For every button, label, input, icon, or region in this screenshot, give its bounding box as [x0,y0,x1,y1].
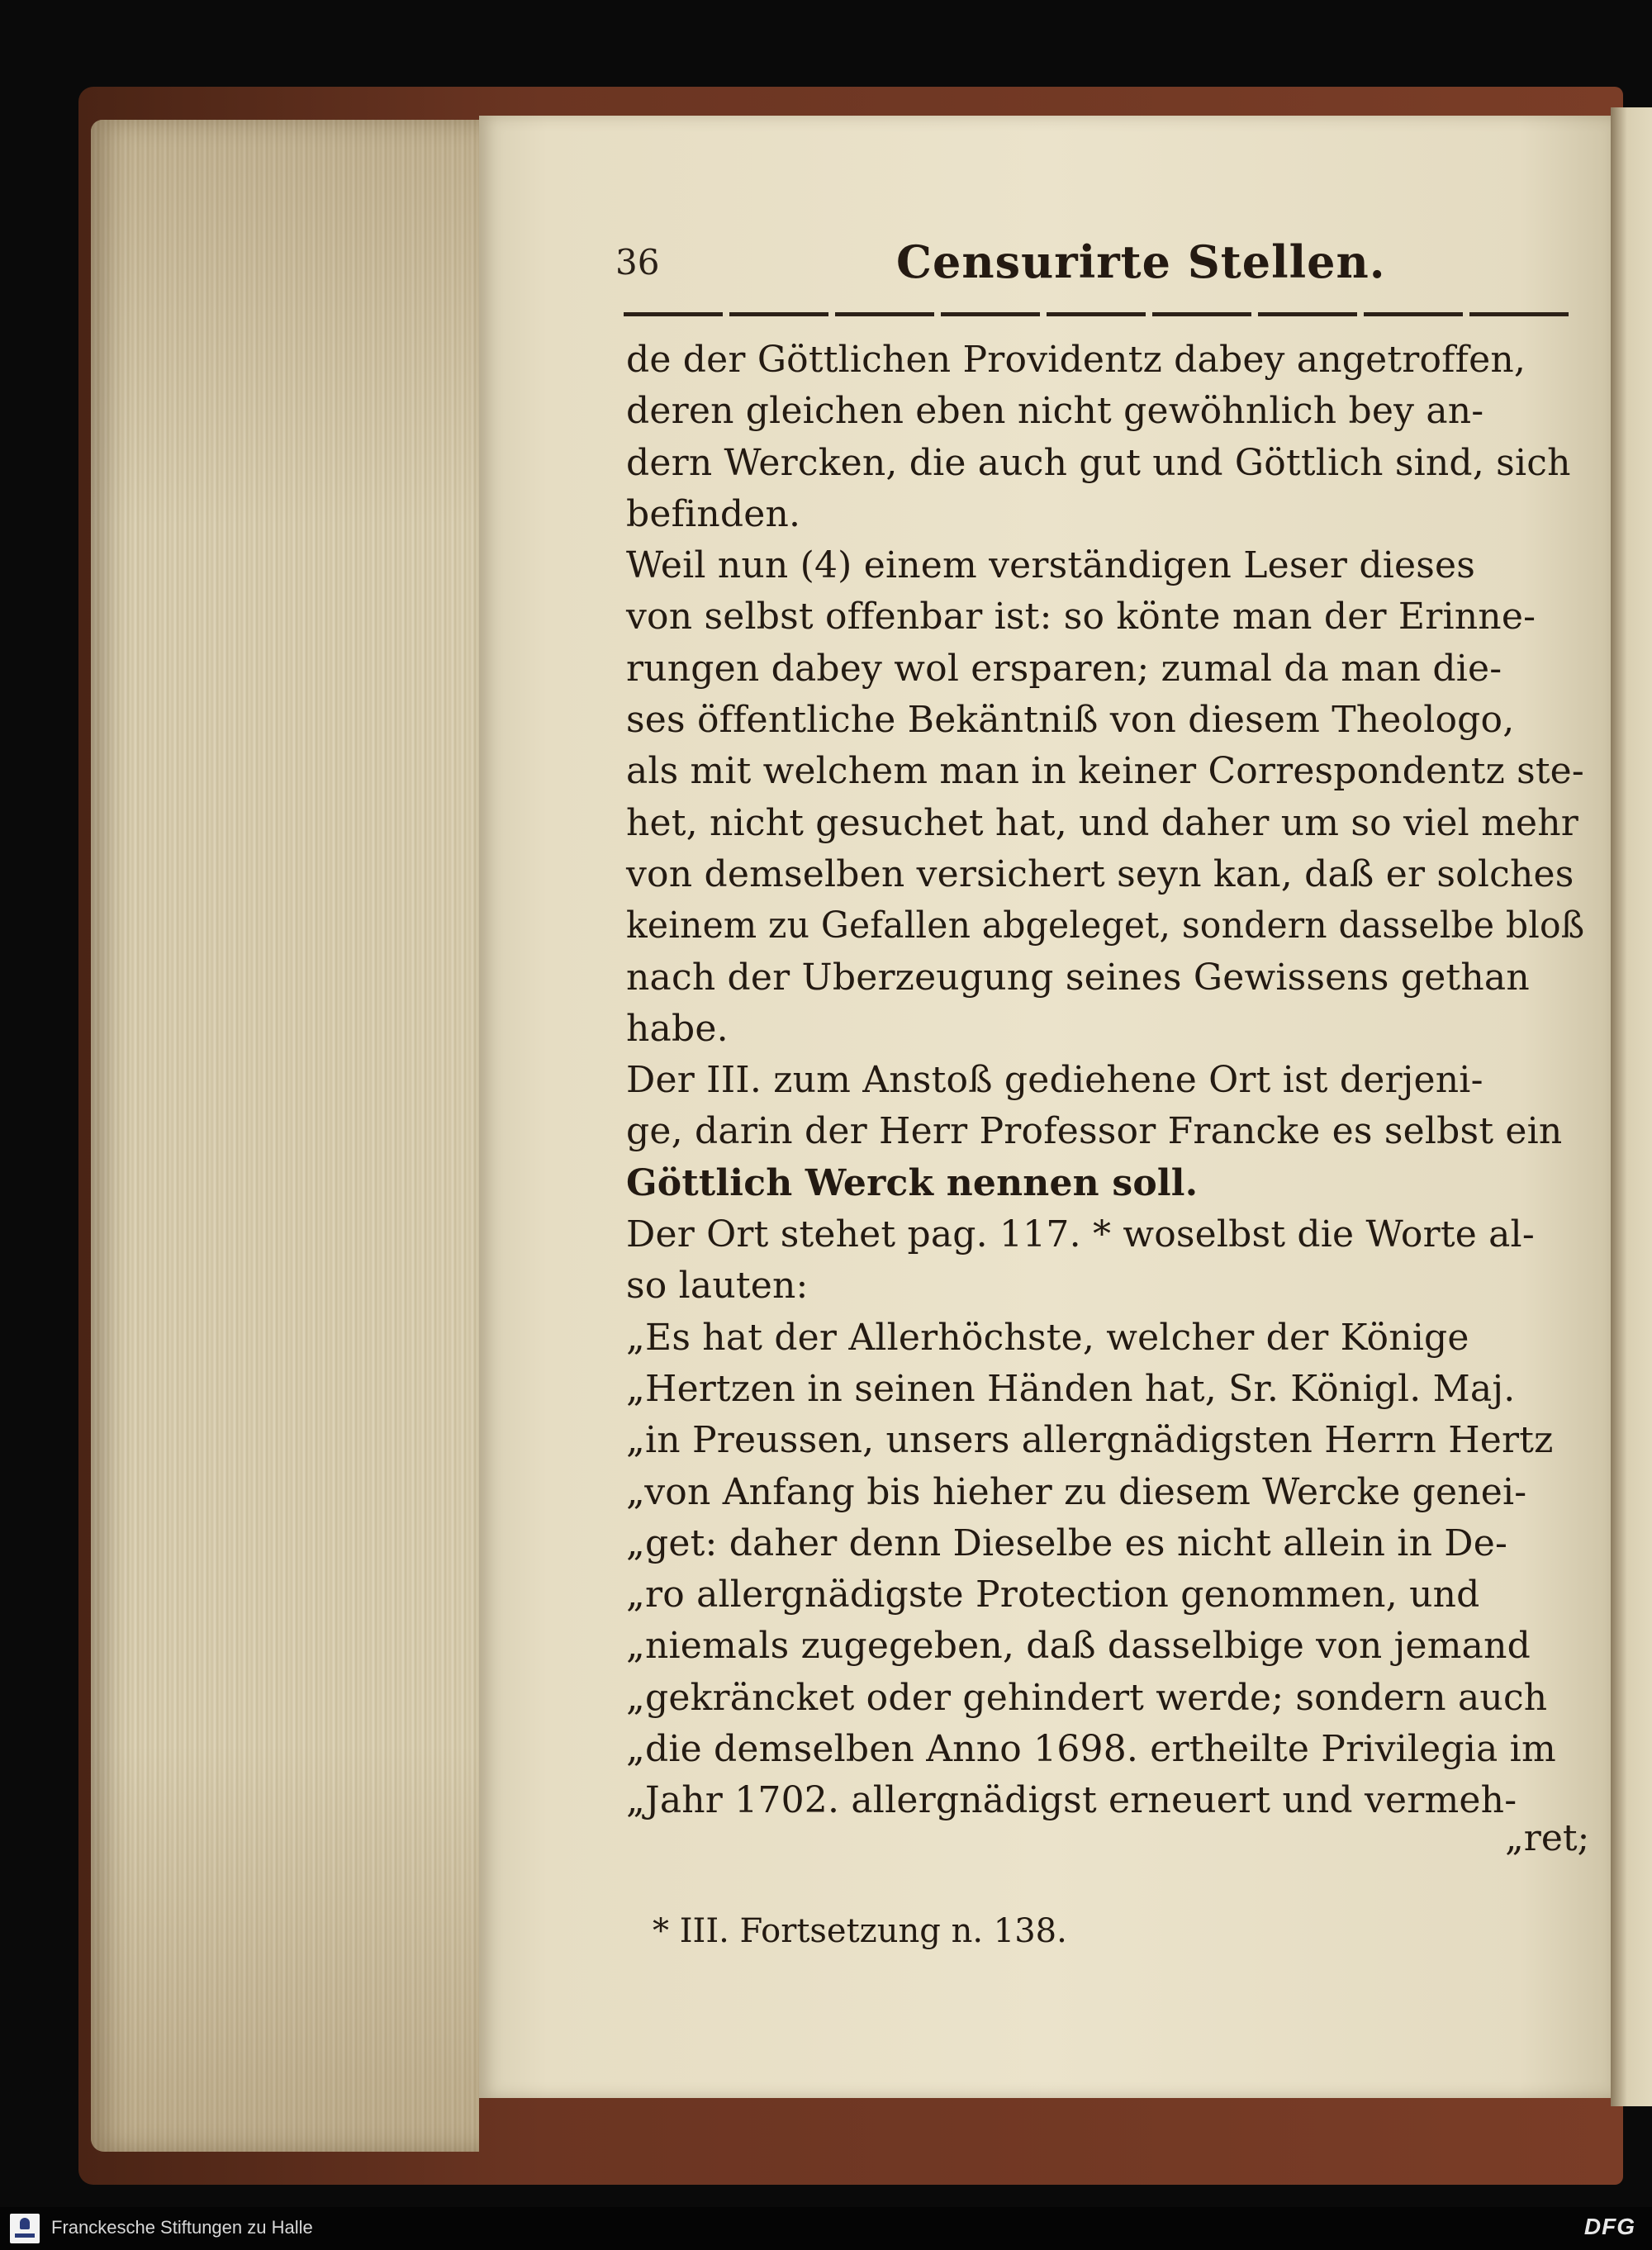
text-line: Der III. zum Anstoß gediehene Ort ist derjeni- [626,1059,1483,1102]
text-line: dern Wercken, die auch gut und Göttlich sind, sich [626,441,1571,484]
header-rule [624,312,1574,316]
viewer-footer [0,2207,1652,2250]
text-line: Der Ort stehet pag. 117. * woselbst die Worte al- [626,1213,1535,1256]
text-line: „Es hat der Allerhöchste, welcher der Könige [626,1316,1469,1359]
text-line-heading: Göttlich Werck nennen soll. [626,1161,1199,1204]
body-text [626,335,1584,1827]
page-fore-edge [91,120,479,2152]
text-line: deren gleichen eben nicht gewöhnlich bey an- [626,390,1484,433]
footer-institution-label: Franckesche Stiftungen zu Halle [51,2217,313,2238]
dfg-logo: DFG [1583,2214,1635,2239]
catchword: „ret; [1505,1817,1590,1859]
text-line: nach der Uberzeugung seines Gewissens gethan [626,956,1530,999]
page-header [615,235,1582,301]
text-line: „Jahr 1702. allergnädigst erneuert und vermeh- [626,1779,1517,1822]
text-line: „niemals zugegeben, daß dasselbige von jemand [626,1625,1531,1668]
text-line: „Hertzen in seinen Händen hat, Sr. Königl. Maj. [626,1367,1516,1410]
text-line: „die demselben Anno 1698. ertheilte Privilegia im [626,1728,1556,1771]
text-line: keinem zu Gefallen abgeleget, sondern dasselbe bloß [626,904,1585,947]
text-line: „ro allergnädigste Protection genommen, und [626,1574,1480,1616]
text-line: befinden. [626,492,801,535]
text-line: habe. [626,1007,729,1050]
text-line: von selbst offenbar ist: so könte man der Erinne- [626,596,1536,638]
text-line: von demselben versichert seyn kan, daß er solches [626,852,1574,895]
text-line: „gekräncket oder gehindert werde; sondern auch [626,1676,1548,1719]
text-line: ses öffentliche Bekäntniß von diesem Theologo, [626,699,1515,742]
next-page-edge [1611,107,1652,2106]
running-title: Censurirte Stellen. [896,235,1386,288]
text-line: rungen dabey wol ersparen; zumal da man die- [626,647,1502,690]
text-line: „in Preussen, unsers allergnädigsten Herrn Hertz [626,1419,1554,1462]
text-line: Weil nun (4) einem verständigen Leser dieses [626,544,1476,587]
institution-logo-icon [10,2214,40,2243]
text-line: so lauten: [626,1265,809,1308]
page-number: 36 [615,242,660,282]
text-line: ge, darin der Herr Professor Francke es selbst ein [626,1110,1563,1153]
footnote: * III. Fortsetzung n. 138. [653,1912,1067,1950]
text-line: de der Göttlichen Providentz dabey angetroffen, [626,339,1526,381]
text-line: als mit welchem man in keiner Correspondentz ste- [626,750,1584,793]
text-line: het, nicht gesuchet hat, und daher um so viel mehr [626,801,1579,844]
text-line: „von Anfang bis hieher zu diesem Wercke genei- [626,1470,1527,1513]
text-line: „get: daher denn Dieselbe es nicht allein in De- [626,1521,1508,1564]
